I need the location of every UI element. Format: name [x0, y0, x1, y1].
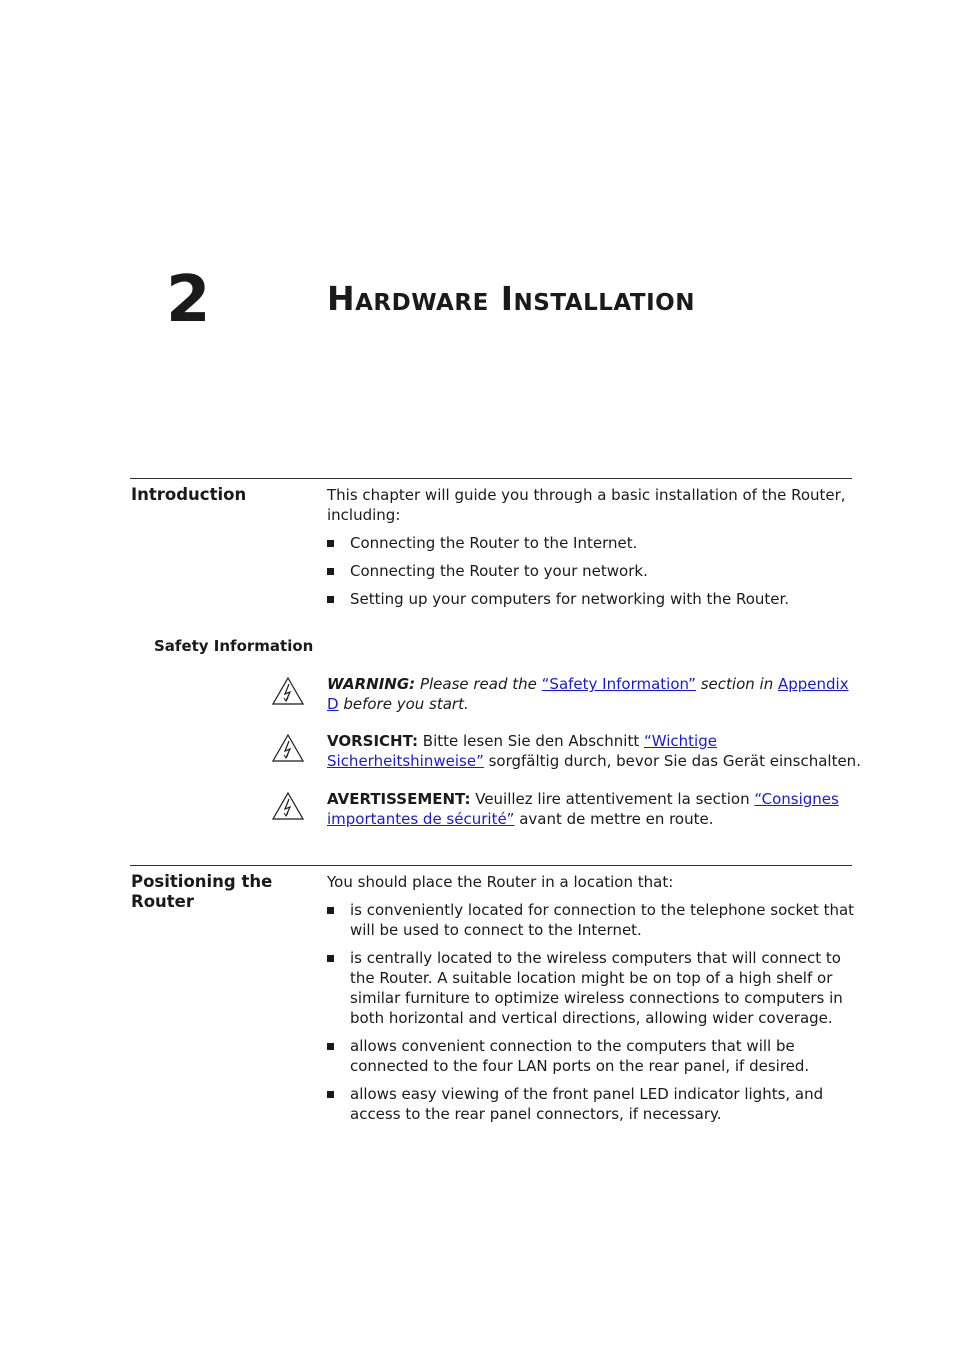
- list-item: [327, 561, 855, 581]
- avertissement-text: [327, 789, 862, 829]
- warning-text-part: Please read the: [415, 675, 542, 693]
- list-item-text: is conveniently located for connection to the telephone socket that will be used to connect to the Internet.: [350, 901, 855, 939]
- list-item-text: Connecting the Router to your network.: [350, 562, 648, 580]
- vorsicht-text: [327, 731, 862, 771]
- list-item: [327, 900, 855, 940]
- list-item: [327, 1036, 855, 1076]
- warning-electrical-icon: [272, 677, 304, 705]
- safety-information-link[interactable]: “Safety Information”: [541, 675, 696, 693]
- introduction-body: [327, 485, 855, 617]
- warning-label: WARNING:: [327, 675, 416, 693]
- section-divider: [130, 478, 852, 479]
- safety-information-heading: Safety Information: [154, 637, 314, 655]
- list-item-text: is centrally located to the wireless computers that will connect to the Router. A suitable location might be on top of a high shelf or similar furniture to optimize wireless connections to computers in both horizontal and vertical directions, allowing wider coverage.: [350, 949, 843, 1027]
- sicherheitshinweise-link[interactable]: “Wichtige Sicherheitshinweise”: [327, 732, 717, 770]
- positioning-heading: Positioning the Router: [131, 872, 273, 911]
- warning-text-part: section in: [695, 675, 778, 693]
- vorsicht-text-part: Bitte lesen Sie den Abschnitt: [418, 732, 644, 750]
- warning-text-part: before you start.: [338, 695, 469, 713]
- positioning-text: You should place the Router in a location that:: [327, 873, 674, 891]
- list-item: [327, 1084, 855, 1124]
- positioning-bullet-list: [327, 900, 855, 1124]
- section-divider: [130, 865, 852, 866]
- square-bullet-icon: [327, 540, 334, 547]
- square-bullet-icon: [327, 596, 334, 603]
- positioning-body: [327, 872, 855, 1132]
- warning-electrical-icon: [272, 734, 304, 762]
- list-item: [327, 533, 855, 553]
- list-item: [327, 948, 855, 1028]
- list-item-text: Setting up your computers for networking with the Router.: [350, 590, 790, 608]
- list-item-text: allows convenient connection to the computers that will be connected to the four LAN ports on the rear panel, if desired.: [350, 1037, 810, 1075]
- appendix-d-link[interactable]: Appendix D: [327, 675, 849, 713]
- avertissement-text-part: avant de mettre en route.: [514, 810, 714, 828]
- square-bullet-icon: [327, 907, 334, 914]
- square-bullet-icon: [327, 955, 334, 962]
- list-item-text: Connecting the Router to the Internet.: [350, 534, 638, 552]
- introduction-heading: Introduction: [131, 485, 247, 504]
- vorsicht-text-part: sorgfältig durch, bevor Sie das Gerät einschalten.: [483, 752, 861, 770]
- chapter-title: Hardware Installation: [327, 279, 695, 318]
- avertissement-label: AVERTISSEMENT:: [327, 790, 471, 808]
- square-bullet-icon: [327, 1091, 334, 1098]
- square-bullet-icon: [327, 568, 334, 575]
- list-item: [327, 589, 855, 609]
- square-bullet-icon: [327, 1043, 334, 1050]
- warning-electrical-icon: [272, 792, 304, 820]
- avertissement-text-part: Veuillez lire attentivement la section: [470, 790, 755, 808]
- vorsicht-label: VORSICHT:: [327, 732, 419, 750]
- warning-text: [327, 674, 862, 714]
- consignes-securite-link[interactable]: “Consignes importantes de sécurité”: [327, 790, 839, 828]
- list-item-text: allows easy viewing of the front panel LED indicator lights, and access to the rear panel connectors, if necessary.: [350, 1085, 824, 1123]
- introduction-text: This chapter will guide you through a basic installation of the Router, including:: [327, 486, 846, 524]
- introduction-bullet-list: [327, 533, 855, 609]
- chapter-number: 2: [166, 263, 211, 337]
